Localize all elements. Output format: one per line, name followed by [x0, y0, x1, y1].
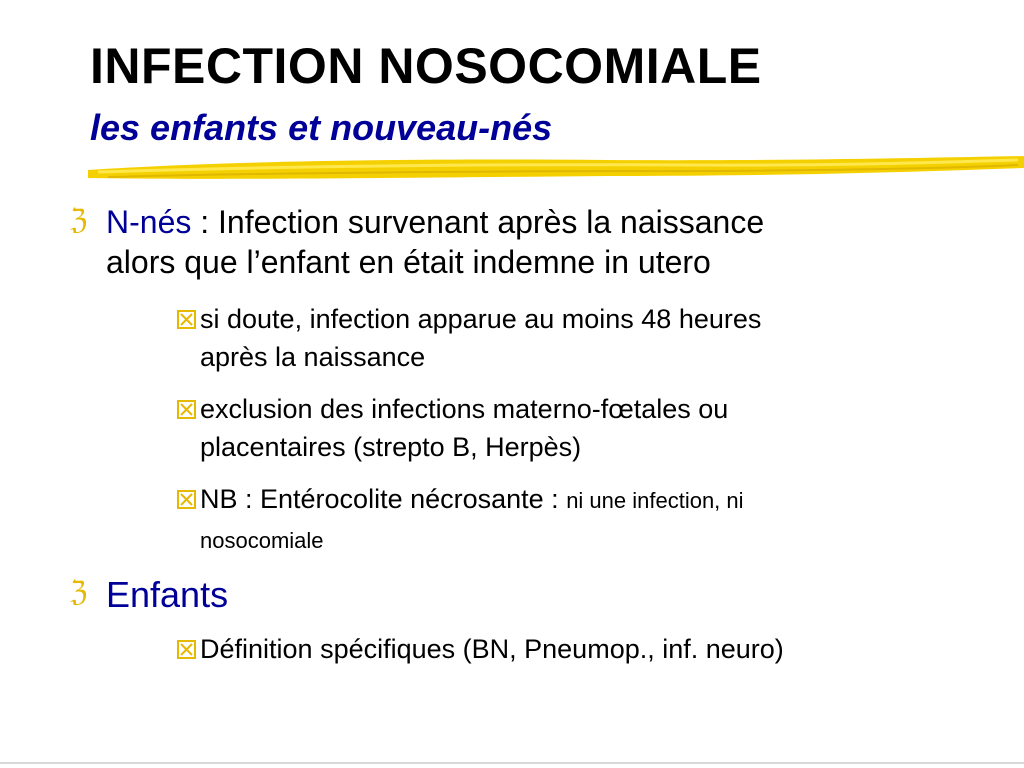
nnes-definition-line2: alors que l’enfant en était indemne in utero	[106, 244, 711, 280]
x-box-bullet-icon	[177, 640, 196, 659]
sub-bullet-exclusion-line1: exclusion des infections materno-fœtales ou	[200, 394, 729, 424]
term-enfants: Enfants	[106, 574, 229, 615]
x-box-bullet-icon	[177, 490, 196, 509]
highlighter-stroke	[88, 148, 1024, 188]
bottom-divider	[0, 762, 1024, 764]
bullet-nouveau-nes	[70, 202, 986, 282]
sub-bullet-doute-line2: après la naissance	[200, 342, 426, 372]
bullet-enfants	[70, 574, 986, 616]
slide-title: INFECTION NOSOCOMIALE	[90, 38, 762, 94]
sub-bullet-exclusion	[200, 390, 960, 466]
sub-bullet-definition	[200, 630, 1000, 668]
x-box-bullet-icon	[177, 400, 196, 419]
sub-bullet-doute-line1: si doute, infection apparue au moins 48 heures	[200, 304, 762, 334]
slide-subtitle: les enfants et nouveau-nés	[90, 107, 553, 148]
sub-bullet-exclusion-line2: placentaires (strepto B, Herpès)	[200, 432, 582, 462]
nnes-definition-line1: : Infection survenant après la naissance	[191, 204, 765, 240]
sub-bullet-nb-main: NB : Entérocolite nécrosante :	[200, 484, 567, 514]
term-nnes: N-nés	[106, 204, 192, 240]
sub-bullet-definition-text: Définition spécifiques (BN, Pneumop., inf. neuro)	[200, 634, 784, 664]
sub-bullet-nb	[200, 480, 960, 560]
sub-bullet-nb-note-line2: nosocomiale	[200, 528, 324, 553]
sub-bullet-nb-note-line1: ni une infection, ni	[566, 488, 744, 513]
x-box-bullet-icon	[177, 310, 196, 329]
z-bullet-icon: ℨ	[70, 575, 88, 608]
sub-bullet-doute	[200, 300, 960, 376]
z-bullet-icon: ℨ	[70, 203, 88, 236]
